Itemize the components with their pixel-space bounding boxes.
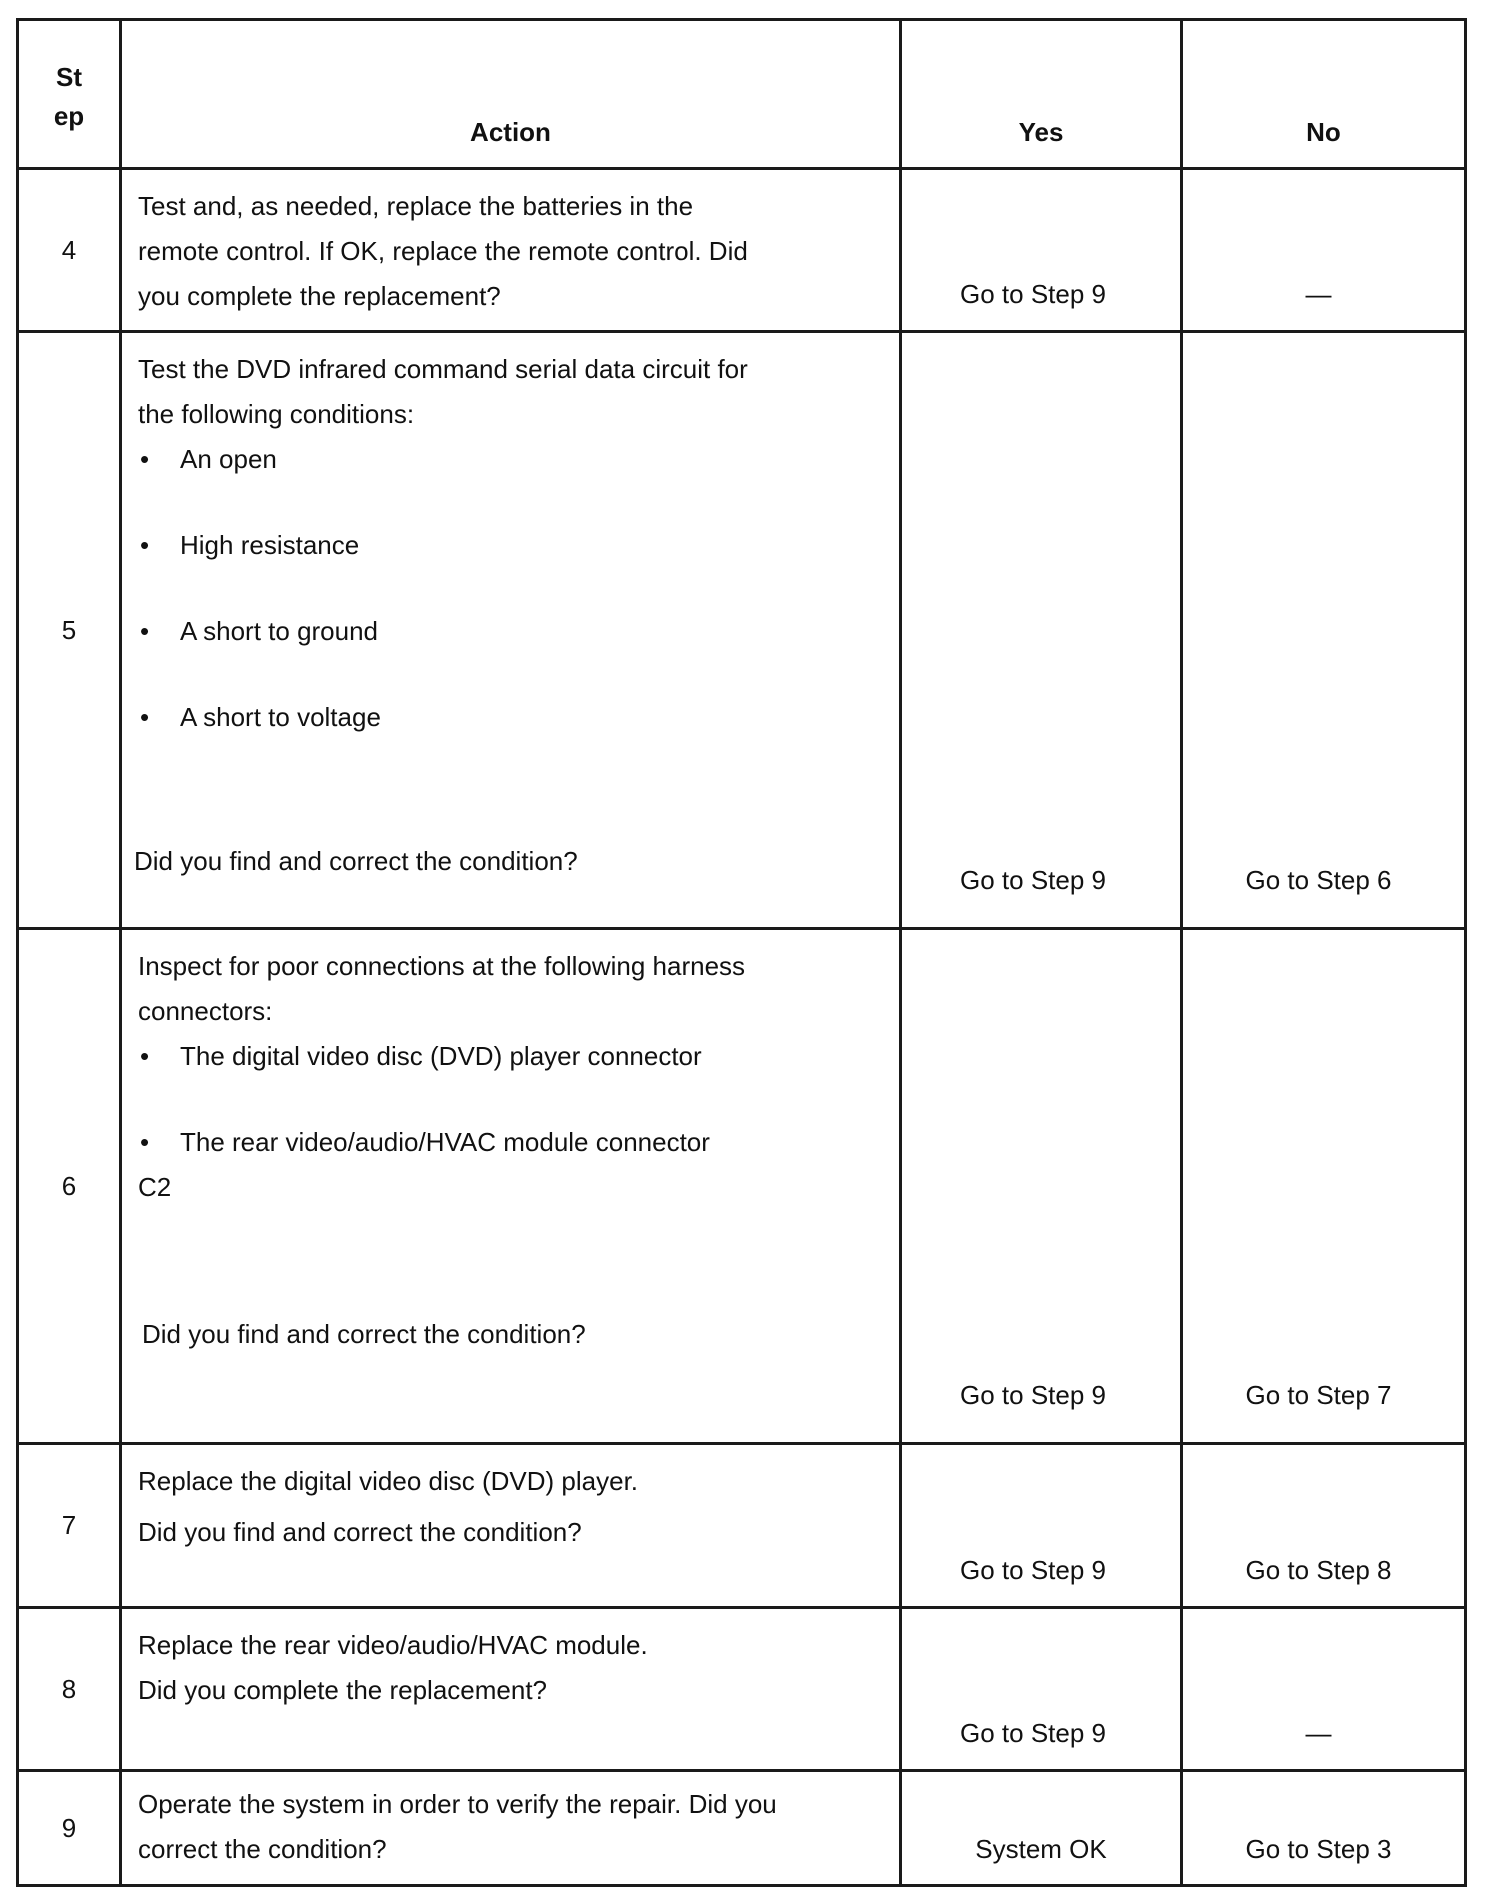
action-cell [121,1608,901,1771]
action-line: Replace the rear video/audio/HVAC module. [138,1630,648,1660]
yes-cell [901,1608,1182,1771]
step-number: 9 [18,1771,121,1886]
action-question: Did you find and correct the condition? [142,1319,586,1349]
bullet-dot-icon: • [140,530,150,560]
yes-result: Go to Step 9 [960,279,1106,309]
no-cell [1182,1608,1466,1771]
yes-cell [901,169,1182,332]
action-line: connectors: [138,996,273,1026]
bullet-dot-icon: • [140,702,150,732]
step-number: 6 [18,929,121,1444]
bullet-text: A short to voltage [180,702,381,732]
table-row [18,1444,1466,1608]
step-header [18,20,121,169]
bullet-text: The digital video disc (DVD) player connector [180,1041,702,1071]
step-number: 8 [18,1608,121,1771]
bullet-dot-icon: • [140,444,150,474]
yes-cell [901,1444,1182,1608]
no-result: — [1305,279,1332,309]
yes-result: Go to Step 9 [960,1380,1106,1410]
no-cell [1182,929,1466,1444]
header-row [18,20,1466,169]
yes-result: System OK [975,1834,1107,1864]
action-cell [121,169,901,332]
condition-bullet [138,437,883,482]
bullet-dot-icon: • [140,1041,150,1071]
no-cell [1182,332,1466,929]
action-cell [121,1444,901,1608]
step-number: 4 [18,169,121,332]
yes-header: Yes [901,20,1182,169]
action-line: C2 [138,1172,172,1202]
table-row [18,169,1466,332]
table-row [18,332,1466,929]
action-line: correct the condition? [138,1834,387,1864]
table-row [18,1608,1466,1771]
step-header-line2: ep [53,101,85,131]
yes-cell [901,929,1182,1444]
no-result: — [1305,1718,1332,1748]
action-line: Operate the system in order to verify the repair. Did you [138,1789,777,1819]
no-result: Go to Step 3 [1245,1834,1392,1864]
action-question: Did you find and correct the condition? [134,846,578,876]
action-cell [121,929,901,1444]
action-line: Did you find and correct the condition? [138,1517,582,1547]
yes-result: Go to Step 9 [960,1555,1106,1585]
action-line: Replace the digital video disc (DVD) player. [138,1466,639,1496]
bullet-dot-icon: • [140,616,150,646]
no-header: No [1182,20,1466,169]
bullet-text: An open [180,444,277,474]
connector-bullet [138,1034,883,1079]
yes-result: Go to Step 9 [960,865,1106,895]
action-line: the following conditions: [138,399,415,429]
no-result: Go to Step 8 [1245,1555,1392,1585]
action-line: Did you complete the replacement? [138,1675,548,1705]
action-line: remote control. If OK, replace the remote control. Did [138,236,748,266]
condition-bullet [138,523,883,568]
yes-cell [901,332,1182,929]
action-cell [121,332,901,929]
no-cell [1182,1444,1466,1608]
table-row [18,1771,1466,1886]
step-number: 5 [18,332,121,929]
connector-bullet [138,1120,883,1165]
no-result: Go to Step 7 [1245,1380,1392,1410]
bullet-text: High resistance [180,530,360,560]
action-line: Inspect for poor connections at the following harness [138,951,746,981]
bullet-text: A short to ground [180,616,379,646]
bullet-text: The rear video/audio/HVAC module connector [180,1127,710,1157]
step-header-line1: St [56,62,82,92]
no-cell [1182,1771,1466,1886]
step-number: 7 [18,1444,121,1608]
yes-result: Go to Step 9 [960,1718,1106,1748]
action-line: Test the DVD infrared command serial data circuit for [138,354,748,384]
no-result: Go to Step 6 [1245,865,1392,895]
action-line: you complete the replacement? [138,281,501,311]
diagnostic-table-frame [16,18,1467,1887]
no-cell [1182,169,1466,332]
action-header: Action [121,20,901,169]
bullet-dot-icon: • [140,1127,150,1157]
action-cell [121,1771,901,1886]
yes-cell [901,1771,1182,1886]
action-line: Test and, as needed, replace the batteries in the [138,191,694,221]
diagnostic-table [16,18,1467,1887]
condition-bullet [138,695,883,740]
table-row [18,929,1466,1444]
condition-bullet [138,609,883,654]
